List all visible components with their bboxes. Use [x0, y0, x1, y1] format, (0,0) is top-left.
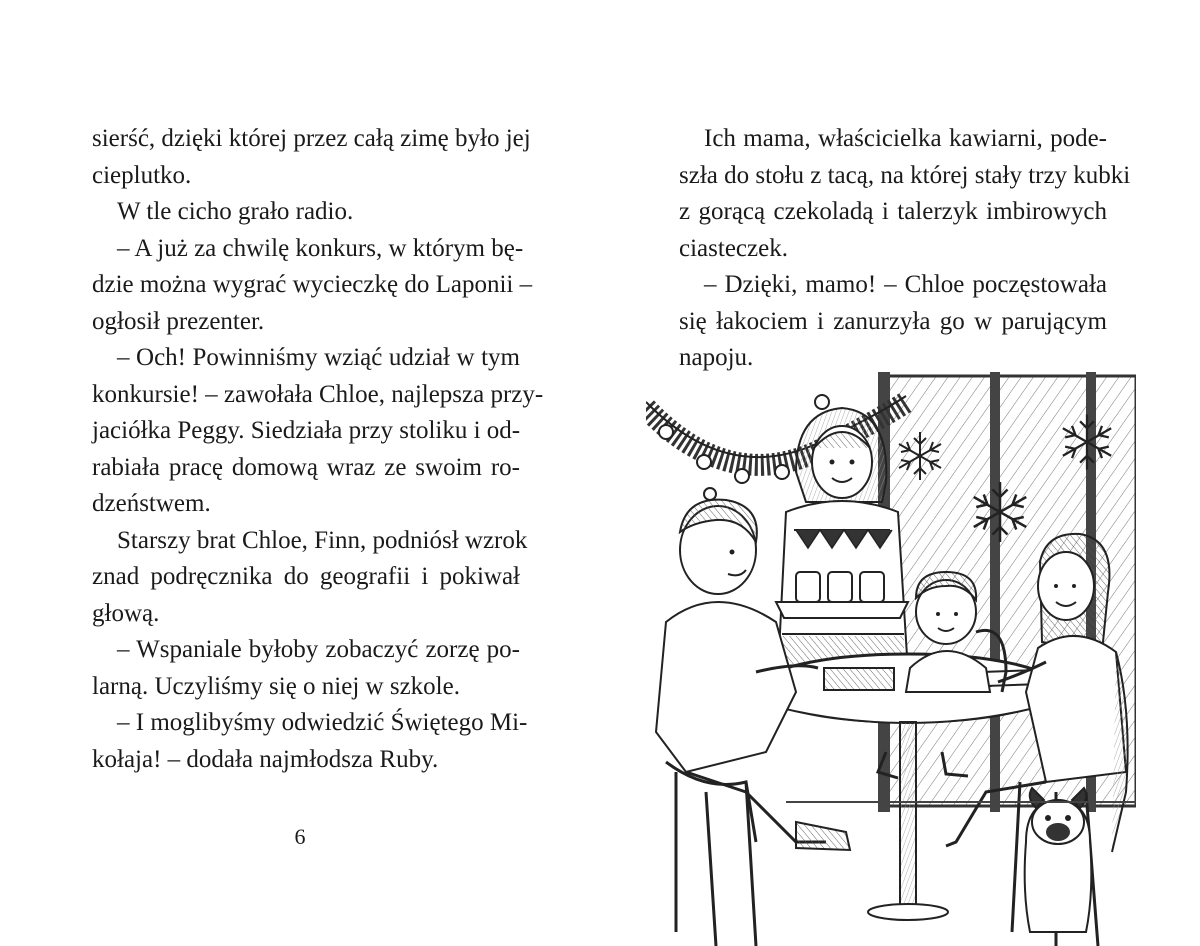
text-line: jaciółka Peggy. Siedziała przy stoliku i od- [92, 417, 521, 444]
text-line: sierść, dzięki której przez całą zimę było jej [92, 125, 531, 152]
left-page-text [92, 121, 544, 778]
text-line: Starszy brat Chloe, Finn, podniósł wzrok [117, 526, 528, 554]
text-line: – I moglibyśmy odwiedzić Świętego Mi- [117, 709, 528, 736]
text-line: Ich mama, właścicielka kawiarni, pode- [704, 125, 1107, 152]
text-line: głową. [92, 599, 160, 627]
text-line: ogłosił prezenter. [92, 307, 265, 335]
text-line: z gorącą czekoladą i talerzyk imbirowych [679, 198, 1107, 225]
right-page-text [679, 121, 1131, 377]
pug-dog [1025, 788, 1092, 932]
text-line: znad podręcznika do geografii i pokiwał [92, 563, 520, 590]
text-line: dzie można wygrać wycieczkę do Laponii – [92, 271, 533, 298]
text-line: – Dzięki, mamo! – Chloe poczęstowała [704, 271, 1107, 298]
text-line: napoju. [679, 344, 754, 371]
text-line: – Wspaniale byłoby zobaczyć zorzę po- [117, 636, 520, 663]
text-line: kołaja! – dodała najmłodsza Ruby. [92, 745, 439, 773]
text-line: konkursie! – zawołała Chloe, najlepsza przy- [92, 380, 544, 408]
page-number: 6 [294, 824, 306, 849]
text-line: szła do stołu z tacą, na której stały trzy kubki [679, 161, 1131, 189]
illustration-svg [646, 372, 1136, 946]
text-line: się łakociem i zanurzyła go w parującym [679, 307, 1107, 335]
text-line: dzeństwem. [92, 490, 211, 517]
text-line: – Och! Powinniśmy wziąć udział w tym [117, 344, 520, 371]
cafe-family-sketch-illustration [646, 372, 1136, 946]
text-line: rabiała pracę domową wraz ze swoim ro- [92, 453, 520, 481]
text-line: W tle cicho grało radio. [117, 198, 354, 225]
text-line: ciasteczek. [679, 234, 788, 262]
text-line: – A już za chwilę konkurs, w którym bę- [117, 234, 524, 262]
text-line: larną. Uczyliśmy się o niej w szkole. [92, 672, 460, 700]
text-line: cieplutko. [92, 161, 192, 189]
